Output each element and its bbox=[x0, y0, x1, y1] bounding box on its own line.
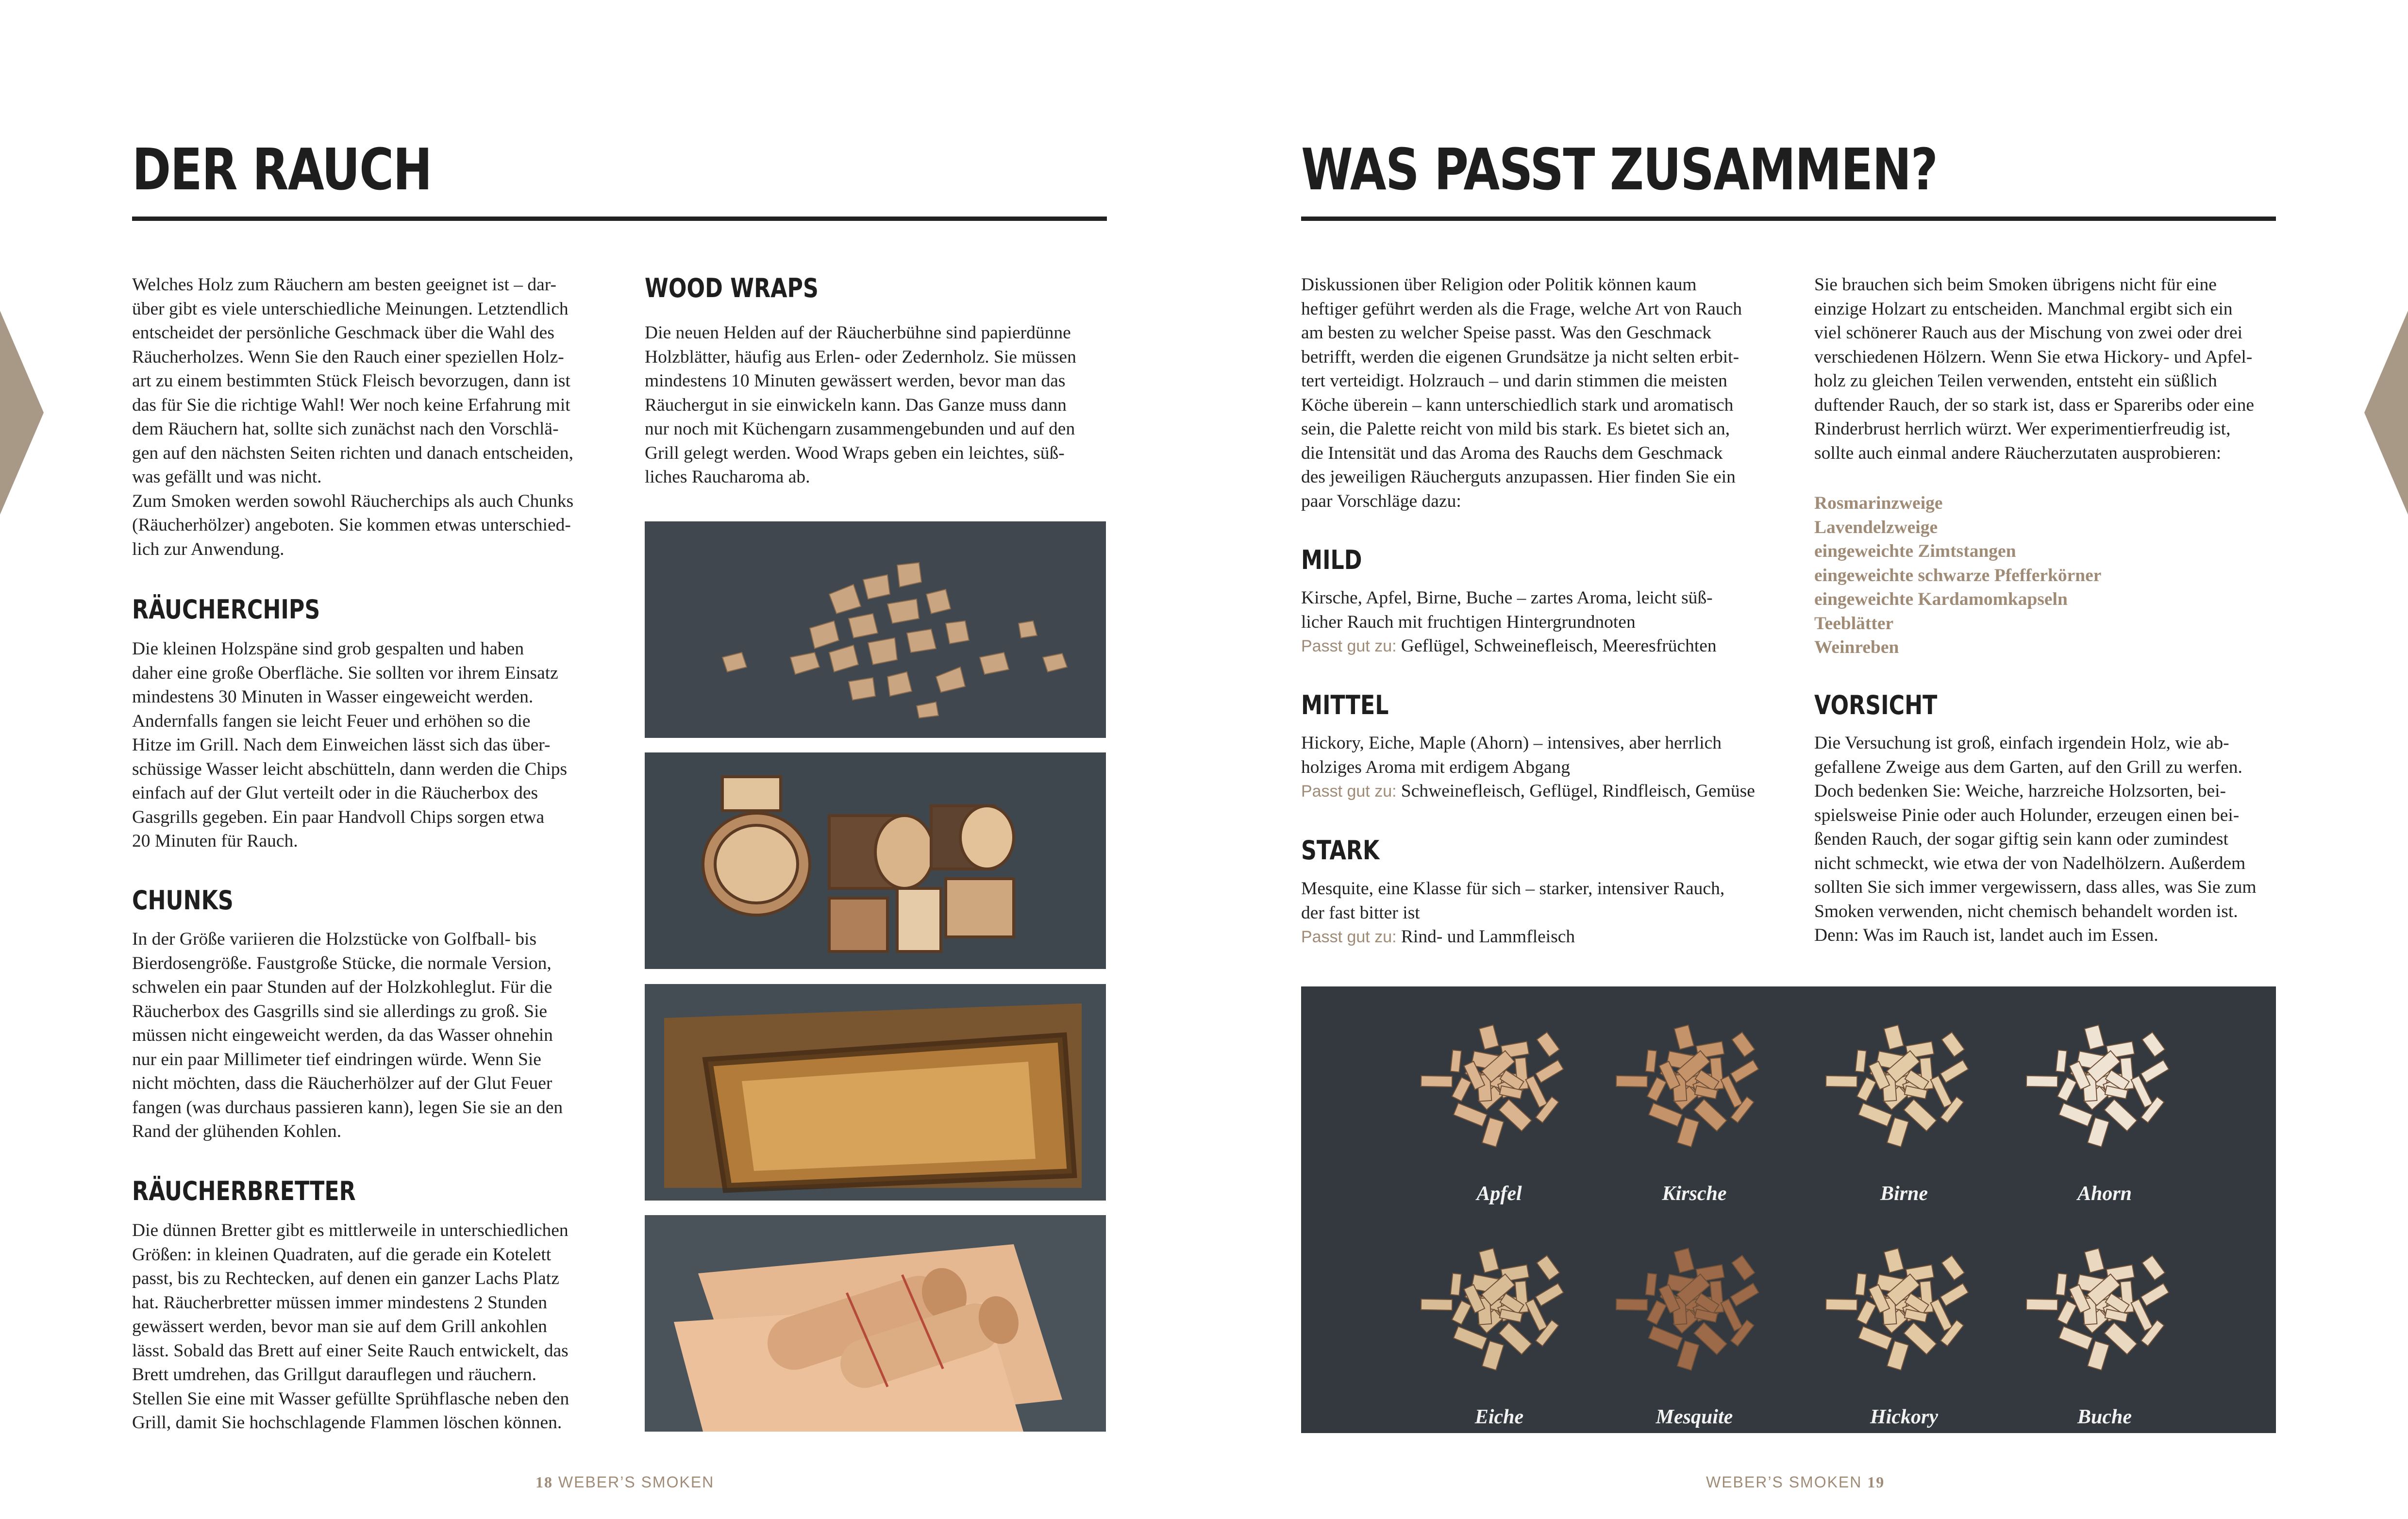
wood-sample-pile bbox=[1826, 1248, 1968, 1370]
text-line: Brett umdrehen, das Grillgut darauflegen und räuchern. bbox=[132, 1365, 537, 1385]
text-line: Die neuen Helden auf der Räucherbühne sind papierdünne bbox=[645, 323, 1071, 343]
text-line: einzige Holzart zu entscheiden. Manchmal ergibt sich ein bbox=[1814, 299, 2233, 319]
text-line: Kirsche, Apfel, Birne, Buche – zartes Aroma, leicht süß- bbox=[1301, 588, 1713, 608]
text-line: ßenden Rauch, der sogar giftig sein kann oder zumindest bbox=[1814, 829, 2228, 849]
text-line: Gasgrills gegeben. Ein paar Handvoll Chips sorgen etwa bbox=[132, 807, 545, 827]
text-line: nur noch mit Küchengarn zusammengebunden und auf den bbox=[645, 419, 1075, 439]
text-line: Hitze im Grill. Nach dem Einweichen lässt sich das über- bbox=[132, 735, 551, 755]
vorsicht-text bbox=[1814, 731, 2257, 948]
text-line: Welches Holz zum Räuchern am besten geeignet ist – dar- bbox=[132, 275, 557, 295]
list-item: eingeweichte Kardamomkapseln bbox=[1814, 589, 2068, 609]
text-line: entscheidet der persönliche Geschmack über die Wahl des bbox=[132, 323, 554, 343]
raeucherzutaten-list bbox=[1814, 491, 2101, 660]
text-line: daher eine große Oberfläche. Sie sollten vor ihrem Einsatz bbox=[132, 663, 558, 683]
text-line: gen auf den nächsten Seiten richten und danach entscheiden, bbox=[132, 443, 574, 463]
text-line: liches Raucharoma ab. bbox=[645, 467, 810, 487]
heading-chunks: CHUNKS bbox=[132, 885, 234, 916]
text-line: Köche überein – kann unterschiedlich stark und aromatisch bbox=[1301, 395, 1734, 415]
text-line: 20 Minuten für Rauch. bbox=[132, 831, 298, 851]
right-col2-text bbox=[1814, 273, 2254, 465]
text-line: Grill, damit Sie hochschlagende Flammen löschen können. bbox=[132, 1413, 562, 1433]
text-line: viel schönerer Rauch aus der Mischung von zwei oder drei bbox=[1814, 323, 2243, 343]
photo-raeucherchips bbox=[645, 521, 1106, 738]
text-line: lässt. Sobald das Brett auf einer Seite Rauch entwickelt, das bbox=[132, 1340, 569, 1361]
text-line: licher Rauch mit fruchtigen Hintergrundnoten bbox=[1301, 612, 1636, 632]
text-line: verschiedenen Hölzern. Wenn Sie etwa Hickory- und Apfel- bbox=[1814, 347, 2253, 367]
wood-label: Birne bbox=[1880, 1183, 1928, 1205]
text-line: sollte auch einmal andere Räucherzutaten ausprobieren: bbox=[1814, 443, 2222, 463]
chunks-text bbox=[132, 927, 563, 1144]
text-line: was gefällt und was nicht. bbox=[132, 467, 322, 487]
right-folio bbox=[1706, 1473, 1885, 1491]
heading-mittel: MITTEL bbox=[1301, 690, 1389, 720]
left-running-title: WEBER’S SMOKEN bbox=[558, 1473, 715, 1491]
text-line: gefallene Zweige aus dem Garten, auf den Grill zu werfen. bbox=[1814, 757, 2242, 777]
wood-label: Apfel bbox=[1476, 1183, 1522, 1205]
text-line: Die Versuchung ist groß, einfach irgendein Holz, wie ab- bbox=[1814, 733, 2229, 753]
wood-sample-pile bbox=[1421, 1248, 1563, 1370]
right-intro bbox=[1301, 273, 1742, 513]
right-title-rule bbox=[1301, 217, 2276, 221]
photo-wood-wraps bbox=[645, 1215, 1106, 1432]
photo-wood-samples bbox=[1301, 986, 2276, 1433]
text-line: Andernfalls fangen sie leicht Feuer und erhöhen so die bbox=[132, 711, 531, 731]
text-line: schüssige Wasser leicht abschütteln, dann werden die Chips bbox=[132, 759, 568, 779]
text-line: das für Sie die richtige Wahl! Wer noch keine Erfahrung mit bbox=[132, 395, 570, 415]
text-line: des jeweiligen Räucherguts anzupassen. Hier finden Sie ein bbox=[1301, 467, 1736, 487]
text-line: duftender Rauch, der so stark ist, dass er Spareribs oder eine bbox=[1814, 395, 2254, 415]
text-line: art zu einem bestimmten Stück Fleisch bevorzugen, dann ist bbox=[132, 371, 570, 391]
wood-sample-pile bbox=[1616, 1025, 1758, 1147]
text-line: Diskussionen über Religion oder Politik können kaum bbox=[1301, 275, 1697, 295]
text-line: Die dünnen Bretter gibt es mittlerweile in unterschiedlichen bbox=[132, 1220, 569, 1240]
list-item: eingeweichte schwarze Pfefferkörner bbox=[1814, 565, 2102, 585]
stark-passt-label: Passt gut zu: bbox=[1301, 928, 1397, 946]
text-line: Denn: Was im Rauch ist, landet auch im Essen. bbox=[1814, 925, 2158, 945]
mild-passt-value: Geflügel, Schweinefleisch, Meeresfrüchten bbox=[1396, 636, 1717, 656]
text-line: Rand der glühenden Kohlen. bbox=[132, 1121, 342, 1141]
text-line: sollten Sie sich immer vergewissern, dass alles, was Sie zum bbox=[1814, 877, 2257, 897]
text-line: der fast bitter ist bbox=[1301, 902, 1420, 923]
heading-mild: MILD bbox=[1301, 545, 1362, 575]
wood-label: Hickory bbox=[1870, 1406, 1938, 1428]
mittel-passt-value: Schweinefleisch, Geflügel, Rindfleisch, Gemüse bbox=[1396, 781, 1755, 801]
raeucherchips-text bbox=[132, 637, 567, 853]
heading-raeucherchips: RÄUCHERCHIPS bbox=[132, 594, 320, 625]
text-line: müssen nicht eingeweicht werden, da das Wasser ohnehin bbox=[132, 1025, 553, 1045]
wood-sample-pile bbox=[1421, 1025, 1563, 1147]
heading-raeucherbretter: RÄUCHERBRETTER bbox=[132, 1176, 356, 1206]
wood-wraps-text bbox=[645, 321, 1076, 489]
text-line: Rinderbrust herrlich würzt. Wer experimentierfreudig ist, bbox=[1814, 419, 2231, 439]
text-line: Räucherholzes. Wenn Sie den Rauch einer speziellen Holz- bbox=[132, 347, 564, 367]
left-title-rule bbox=[132, 217, 1107, 221]
text-line: nur ein paar Millimeter tief eindringen würde. Wenn Sie bbox=[132, 1049, 541, 1069]
text-line: Die kleinen Holzspäne sind grob gespalten und haben bbox=[132, 639, 524, 659]
text-line: passt, bis zu Rechtecken, auf denen ein ganzer Lachs Platz bbox=[132, 1269, 559, 1288]
text-line: die Intensität und das Aroma des Rauchs dem Geschmack bbox=[1301, 443, 1723, 463]
text-line: hat. Räucherbretter müssen immer mindestens 2 Stunden bbox=[132, 1292, 548, 1313]
text-line: Mesquite, eine Klasse für sich – starker, intensiver Rauch, bbox=[1301, 879, 1725, 899]
text-line: Größen: in kleinen Quadraten, auf die gerade ein Kotelett bbox=[132, 1244, 552, 1265]
wood-sample-pile bbox=[2026, 1025, 2169, 1147]
stark-passt-value: Rind- und Lammfleisch bbox=[1396, 927, 1575, 947]
text-line: betrifft, werden die eigenen Grundsätze ja nicht selten erbit- bbox=[1301, 347, 1739, 367]
wood-label: Mesquite bbox=[1656, 1406, 1733, 1428]
text-line: paar Vorschläge dazu: bbox=[1301, 491, 1461, 511]
text-line: Smoken verwenden, nicht chemisch behandelt worden ist. bbox=[1814, 901, 2238, 921]
text-line: fangen (was durchaus passieren kann), legen Sie sie an den bbox=[132, 1097, 563, 1118]
text-line: spielsweise Pinie oder auch Holunder, erzeugen einen bei- bbox=[1814, 805, 2240, 825]
right-page-title: WAS PASST ZUSAMMEN? bbox=[1301, 136, 1938, 203]
text-line: einfach auf der Glut verteilt oder in die Räucherbox des bbox=[132, 783, 538, 803]
text-line: am besten zu welcher Speise passt. Was den Geschmack bbox=[1301, 323, 1711, 343]
raeucherbretter-text bbox=[132, 1219, 569, 1435]
wood-sample-pile bbox=[2026, 1248, 2169, 1370]
text-line: Stellen Sie eine mit Wasser gefüllte Sprühflasche neben den bbox=[132, 1388, 569, 1409]
mittel-passt-label: Passt gut zu: bbox=[1301, 782, 1397, 801]
list-item: eingeweichte Zimtstangen bbox=[1814, 541, 2016, 561]
right-page-number: 19 bbox=[1867, 1473, 1885, 1491]
text-line: dem Räuchern hat, sollte sich zunächst nach den Vorschlä- bbox=[132, 419, 559, 439]
text-line: heftiger geführt werden als die Frage, welche Art von Rauch bbox=[1301, 299, 1742, 319]
list-item: Rosmarinzweige bbox=[1814, 493, 1943, 513]
text-line: sein, die Palette reicht von mild bis stark. Es bietet sich an, bbox=[1301, 419, 1730, 439]
right-page-tab bbox=[2364, 311, 2408, 515]
text-line: holziges Aroma mit erdigem Abgang bbox=[1301, 757, 1571, 777]
text-line: (Räucherhölzer) angeboten. Sie kommen etwas unterschied- bbox=[132, 515, 571, 535]
text-line: Holzblätter, häufig aus Erlen- oder Zedernholz. Sie müssen bbox=[645, 347, 1076, 367]
left-page-number: 18 bbox=[535, 1473, 553, 1491]
text-line: tert verteidigt. Holzrauch – und darin stimmen die meisten bbox=[1301, 371, 1727, 391]
wood-label: Kirsche bbox=[1662, 1183, 1727, 1205]
wood-label: Ahorn bbox=[2077, 1183, 2132, 1205]
text-line: Grill gelegt werden. Wood Wraps geben ein leichtes, süß- bbox=[645, 443, 1065, 463]
text-line: Räuchergut in sie einwickeln kann. Das Ganze muss dann bbox=[645, 395, 1067, 415]
stark-text bbox=[1301, 877, 1724, 950]
text-line: In der Größe variieren die Holzstücke von Golfball- bis bbox=[132, 929, 537, 949]
heading-stark: STARK bbox=[1301, 835, 1380, 866]
text-line: mindestens 10 Minuten gewässert werden, bevor man das bbox=[645, 371, 1066, 391]
wood-label: Eiche bbox=[1474, 1406, 1524, 1428]
list-item: Lavendelzweige bbox=[1814, 517, 1938, 537]
list-item: Weinreben bbox=[1814, 637, 1899, 657]
text-line: schwelen ein paar Stunden auf der Holzkohleglut. Für die bbox=[132, 977, 552, 997]
heading-vorsicht: VORSICHT bbox=[1814, 690, 1938, 720]
photo-raeucherbretter bbox=[645, 984, 1106, 1201]
left-intro bbox=[132, 273, 573, 561]
mittel-text bbox=[1301, 731, 1755, 804]
text-line: lich zur Anwendung. bbox=[132, 539, 284, 559]
left-page-tab bbox=[0, 311, 44, 515]
text-line: nicht möchten, dass die Räucherhölzer auf der Glut Feuer bbox=[132, 1073, 552, 1093]
photo-chunks bbox=[645, 752, 1106, 969]
list-item: Teeblätter bbox=[1814, 613, 1894, 634]
text-line: nicht schmeckt, wie etwa der von Nadelhölzern. Außerdem bbox=[1814, 853, 2246, 873]
mild-text bbox=[1301, 586, 1717, 659]
right-running-title: WEBER’S SMOKEN bbox=[1706, 1473, 1862, 1491]
wood-sample-pile bbox=[1616, 1248, 1758, 1370]
text-line: Doch bedenken Sie: Weiche, harzreiche Holzsorten, bei- bbox=[1814, 781, 2226, 801]
text-line: mindestens 30 Minuten in Wasser eingeweicht werden. bbox=[132, 687, 534, 707]
left-folio bbox=[535, 1473, 714, 1491]
mild-passt-label: Passt gut zu: bbox=[1301, 637, 1397, 655]
text-line: Hickory, Eiche, Maple (Ahorn) – intensives, aber herrlich bbox=[1301, 733, 1722, 753]
text-line: über gibt es viele unterschiedliche Meinungen. Letztendlich bbox=[132, 299, 569, 319]
wood-label: Buche bbox=[2077, 1406, 2132, 1428]
text-line: Zum Smoken werden sowohl Räucherchips als auch Chunks bbox=[132, 491, 574, 511]
heading-wood-wraps: WOOD WRAPS bbox=[645, 273, 819, 303]
text-line: holz zu gleichen Teilen verwenden, entsteht ein süßlich bbox=[1814, 371, 2217, 391]
text-line: gewässert werden, bevor man sie auf dem Grill ankohlen bbox=[132, 1317, 547, 1336]
text-line: Sie brauchen sich beim Smoken übrigens nicht für eine bbox=[1814, 275, 2217, 295]
text-line: Bierdosengröße. Faustgroße Stücke, die normale Version, bbox=[132, 953, 552, 973]
wood-sample-pile bbox=[1826, 1025, 1968, 1147]
text-line: Räucherbox des Gasgrills sind sie allerdings zu groß. Sie bbox=[132, 1001, 548, 1021]
left-page-title: DER RAUCH bbox=[132, 136, 432, 203]
